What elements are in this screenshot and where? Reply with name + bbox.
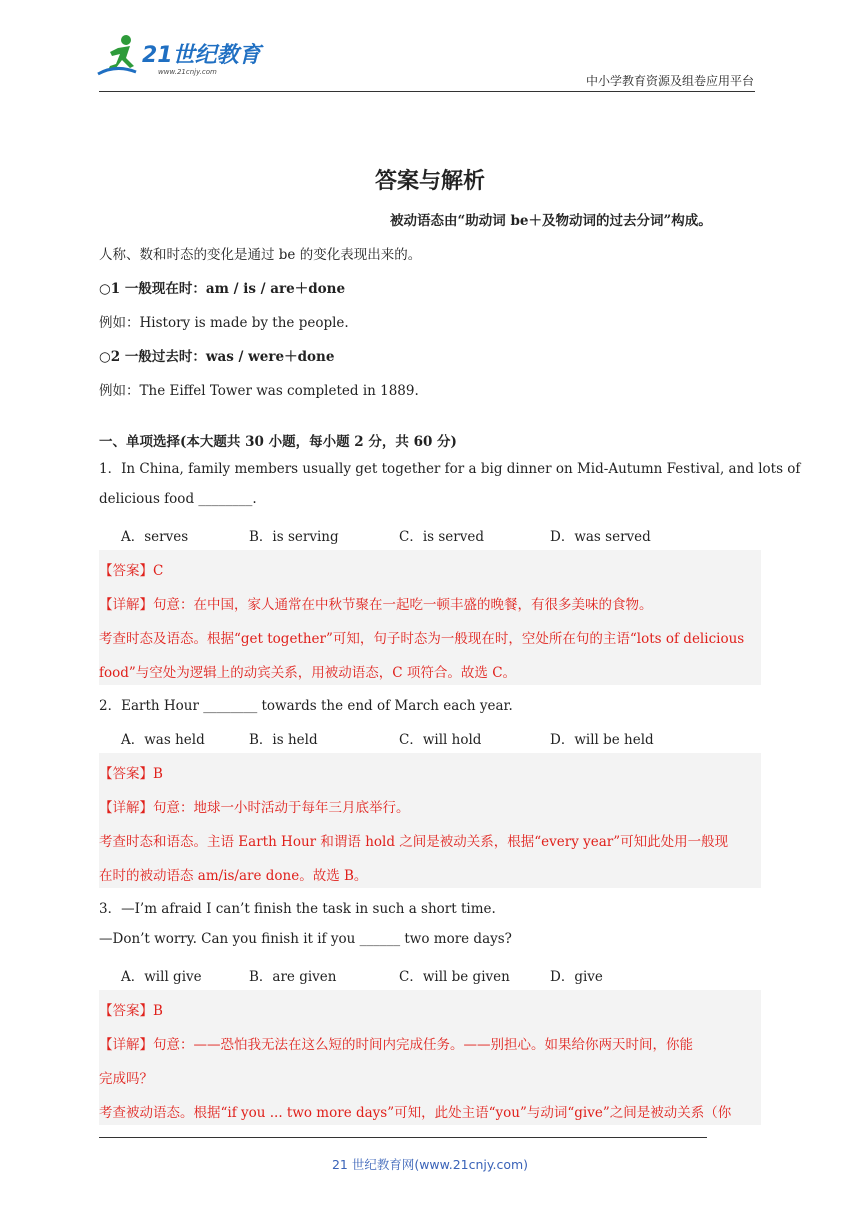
- intro-example-1: 例如：History is made by the people.: [99, 315, 349, 331]
- intro-line-2: 人称、数和时态的变化是通过 be 的变化表现出来的。: [99, 247, 422, 263]
- question-2-detail-1: 【详解】句意：地球一小时活动于每年三月底举行。: [99, 800, 410, 816]
- question-1-detail-2: 考查时态及语态。根据“get together”可知，句子时态为一般现在时，空处所在句的主语“lots of delicious: [99, 631, 745, 647]
- question-3-detail-2: 完成吗？: [99, 1071, 153, 1087]
- question-1-option-b: B．is serving: [249, 529, 339, 545]
- intro-point-2: ○2 一般过去时：was / were＋done: [99, 349, 335, 365]
- question-1-option-a: A．serves: [121, 529, 189, 545]
- question-1-answer: 【答案】C: [99, 563, 164, 579]
- question-1-detail-3: food”与空处为逻辑上的动宾关系，用被动语态，C 项符合。故选 C。: [99, 665, 517, 681]
- question-2-option-c: C．will hold: [399, 732, 482, 748]
- question-1-stem-cont: delicious food ________.: [99, 491, 257, 507]
- question-2-option-b: B．is held: [249, 732, 318, 748]
- intro-example-2: 例如：The Eiffel Tower was completed in 1889.: [99, 383, 419, 399]
- header-divider: [99, 91, 755, 92]
- question-3-stem: 3．—I’m afraid I can’t finish the task in such a short time.: [99, 901, 496, 917]
- question-3-answer: 【答案】B: [99, 1003, 163, 1019]
- footer-divider: [99, 1137, 707, 1138]
- question-2-detail-2: 考查时态和语态。主语 Earth Hour 和谓语 hold 之间是被动关系，根据“every year”可知此处用一般现: [99, 834, 729, 850]
- question-3-option-a: A．will give: [121, 969, 202, 985]
- question-1-stem: 1．In China, family members usually get together for a big dinner on Mid-Autumn Festival, and lots of: [99, 461, 801, 477]
- question-2-stem: 2．Earth Hour ________ towards the end of March each year.: [99, 698, 513, 714]
- question-3-option-c: C．will be given: [399, 969, 510, 985]
- question-3-detail-3: 考查被动语态。根据“if you ... two more days”可知，此处主语“you”与动词“give”之间是被动关系（你: [99, 1105, 732, 1121]
- intro-line-1: 被动语态由“助动词 be＋及物动词的过去分词”构成。: [390, 213, 712, 229]
- question-2-option-a: A．was held: [121, 732, 205, 748]
- page-title: 答案与解析: [374, 169, 485, 194]
- question-3-option-d: D．give: [550, 969, 603, 985]
- logo-text: 21世纪教育: [142, 43, 261, 68]
- section-heading: 一、单项选择(本大题共 30 小题，每小题 2 分，共 60 分): [99, 434, 457, 450]
- question-1-option-c: C．is served: [399, 529, 484, 545]
- question-1-option-d: D．was served: [550, 529, 651, 545]
- question-3-detail-1: 【详解】句意：——恐怕我无法在这么短的时间内完成任务。——别担心。如果给你两天时间，你能: [99, 1037, 693, 1053]
- question-2-detail-3: 在时的被动语态 am/is/are done。故选 B。: [99, 868, 368, 884]
- runner-icon: [96, 34, 144, 78]
- question-2-option-d: D．will be held: [550, 732, 654, 748]
- question-3-stem-cont: —Don’t worry. Can you finish it if you ______ two more days?: [99, 931, 512, 947]
- question-1-detail-1: 【详解】句意：在中国，家人通常在中秋节聚在一起吃一顿丰盛的晚餐，有很多美味的食物。: [99, 597, 653, 613]
- question-3-option-b: B．are given: [249, 969, 337, 985]
- intro-point-1: ○1 一般现在时：am / is / are＋done: [99, 281, 346, 297]
- footer-link[interactable]: 21 世纪教育网(www.21cnjy.com): [331, 1157, 529, 1172]
- logo-url: www.21cnjy.com: [158, 68, 217, 76]
- question-2-answer: 【答案】B: [99, 766, 163, 782]
- site-logo: [96, 34, 266, 84]
- platform-name: 中小学教育资源及组卷应用平台: [585, 74, 754, 88]
